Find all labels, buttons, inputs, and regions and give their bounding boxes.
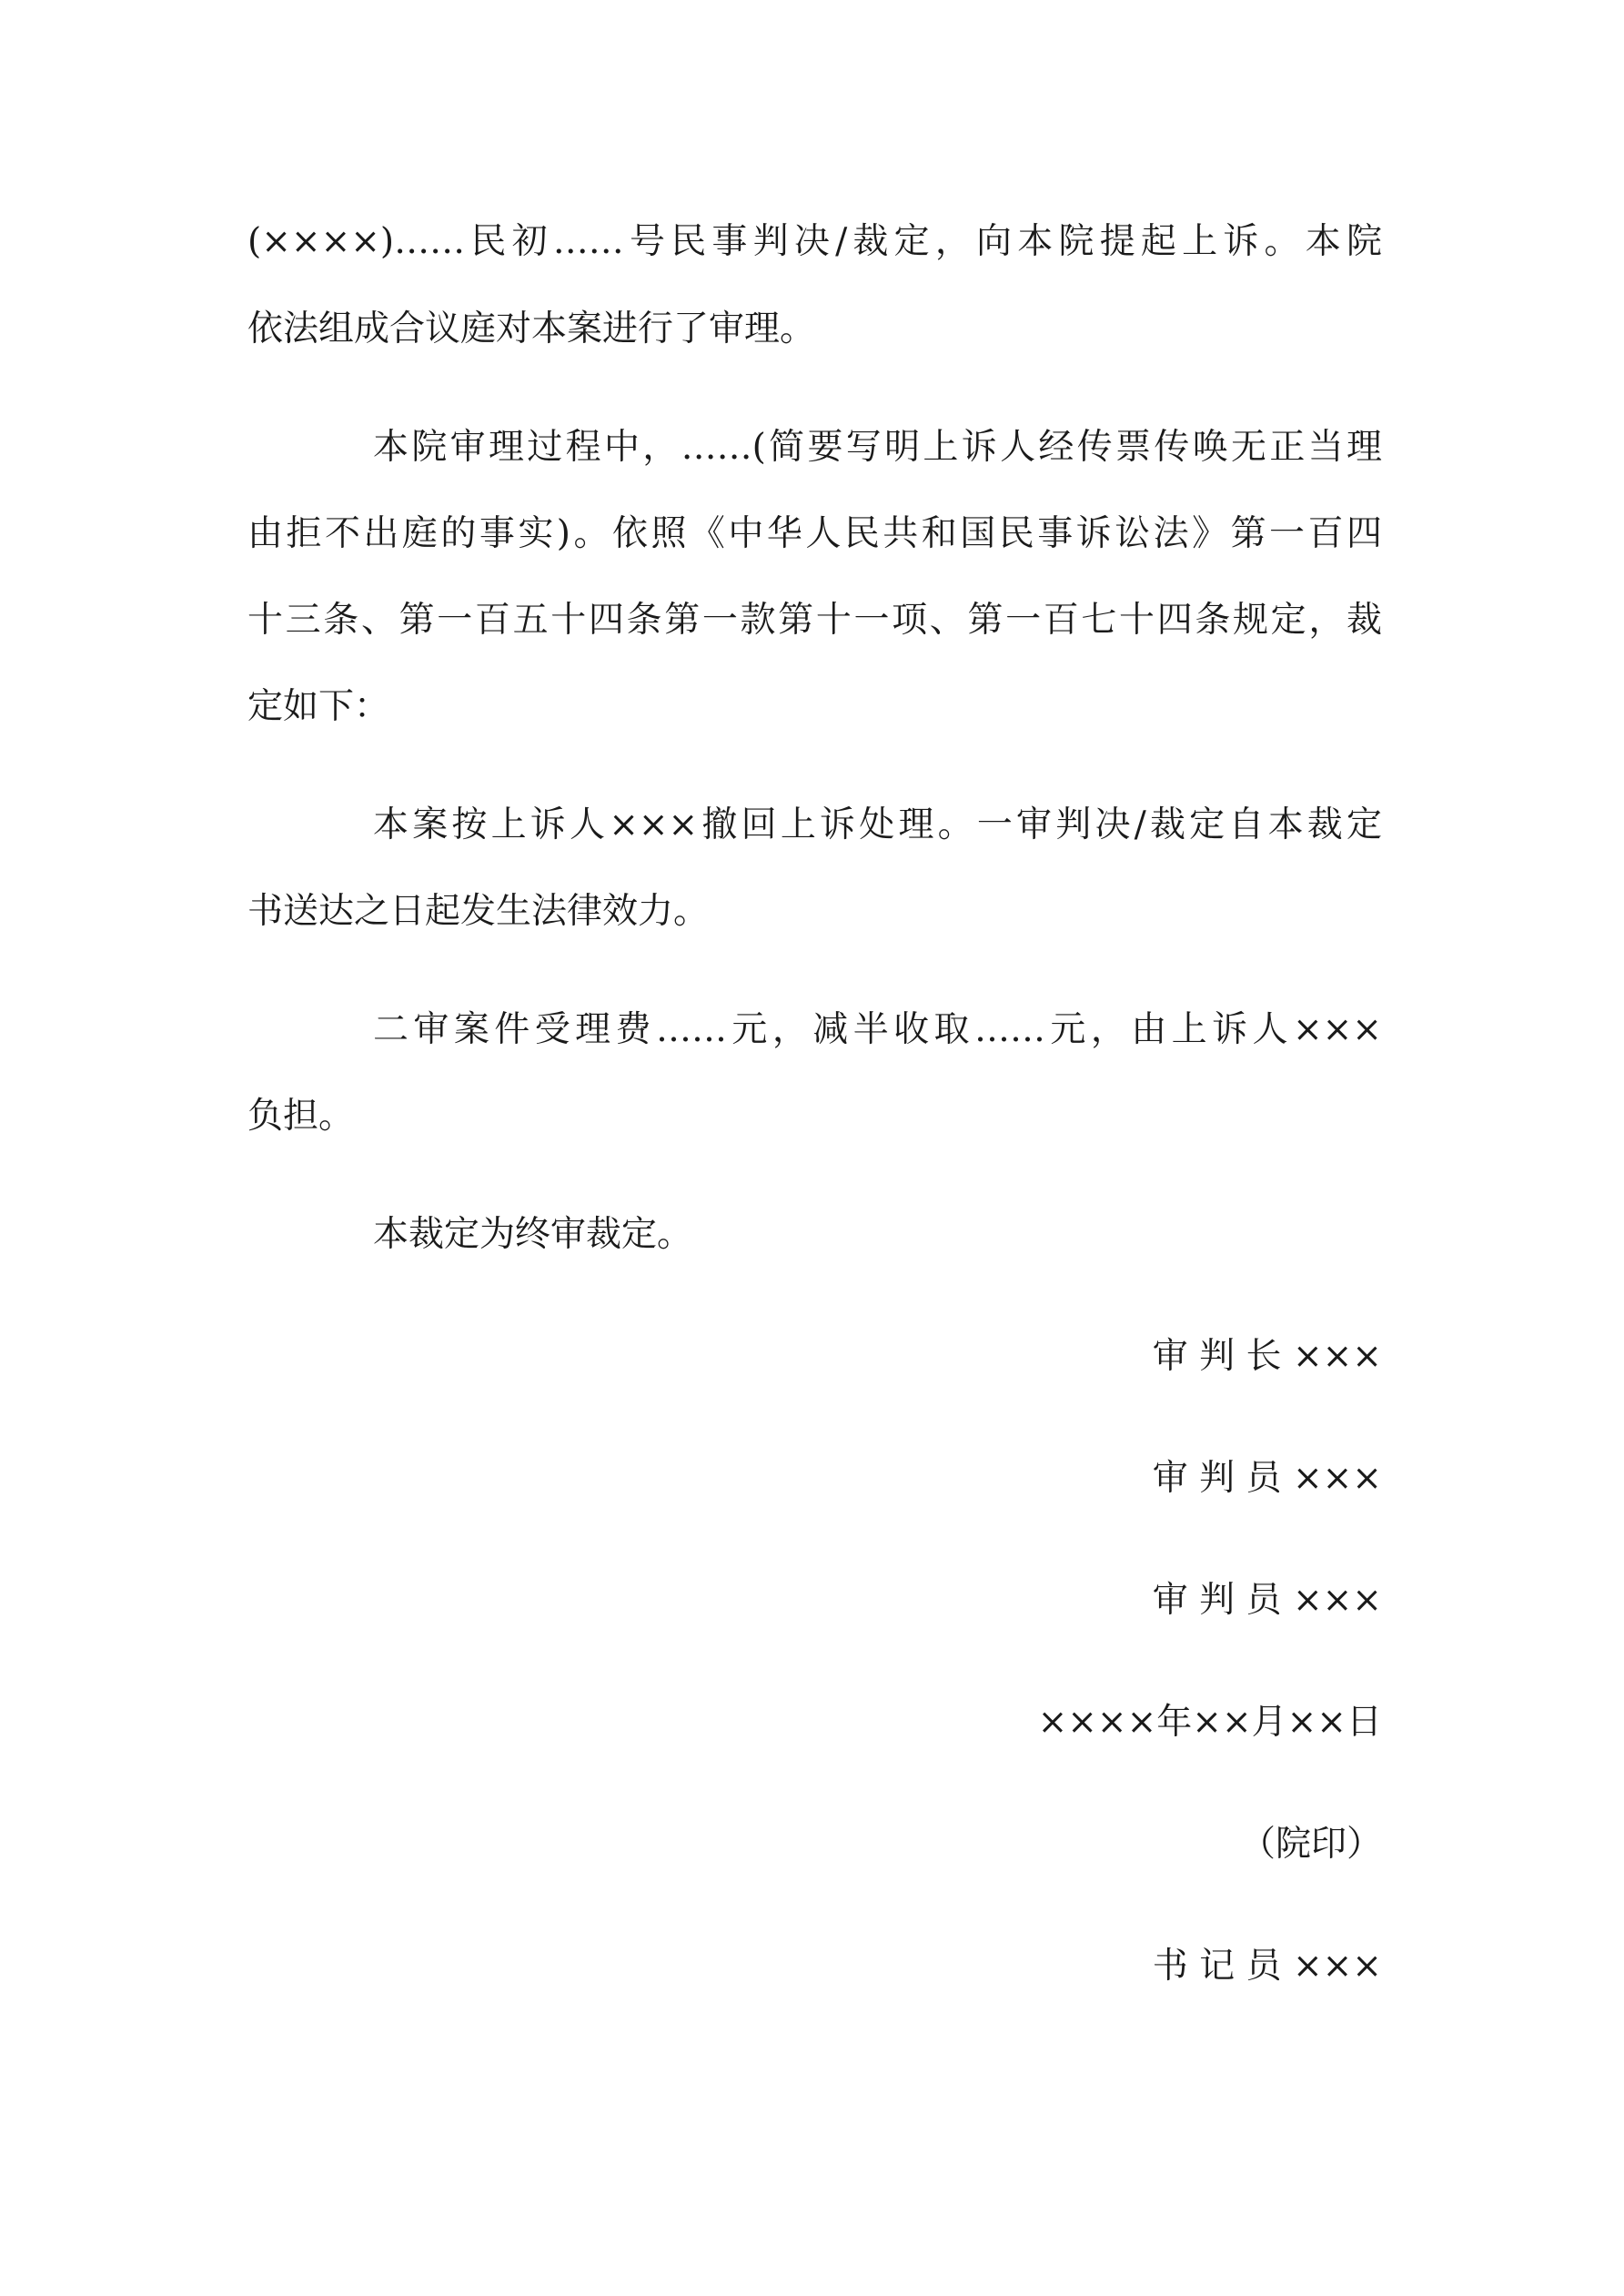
paragraph-1-line-1: (××××)……民初……号民事判决/裁定，向本院提起上诉。本院 <box>247 221 1382 262</box>
judge-2-signature: 审 判 员 ××× <box>1152 1580 1382 1621</box>
paragraph-2-line-4: 定如下： <box>247 686 390 727</box>
paragraph-3-line-2: 书送达之日起发生法律效力。 <box>247 891 710 932</box>
judge-1-signature: 审 判 员 ××× <box>1152 1458 1382 1499</box>
presiding-judge-signature: 审 判 长 ××× <box>1152 1336 1382 1377</box>
paragraph-2-line-3: 十三条、第一百五十四条第一款第十一项、第一百七十四条规定，裁 <box>247 600 1382 641</box>
paragraph-1-line-2: 依法组成合议庭对本案进行了审理。 <box>247 308 816 349</box>
clerk-signature: 书 记 员 ××× <box>1152 1946 1382 1987</box>
paragraph-5-line-1: 本裁定为终审裁定。 <box>373 1214 693 1255</box>
paragraph-2-line-1: 本院审理过程中，……(简要写明上诉人经传票传唤无正当理 <box>373 427 1382 468</box>
document-date: ××××年××月××日 <box>1037 1702 1382 1743</box>
court-seal-note: （院印） <box>1239 1824 1382 1865</box>
paragraph-3-line-1: 本案按上诉人×××撤回上诉处理。一审判决/裁定自本裁定 <box>373 804 1382 845</box>
paragraph-2-line-2: 由拒不出庭的事实)。依照《中华人民共和国民事诉讼法》第一百四 <box>247 513 1382 554</box>
paragraph-4-line-2: 负担。 <box>247 1096 355 1137</box>
paragraph-4-line-1: 二审案件受理费……元，减半收取……元，由上诉人××× <box>373 1009 1382 1050</box>
